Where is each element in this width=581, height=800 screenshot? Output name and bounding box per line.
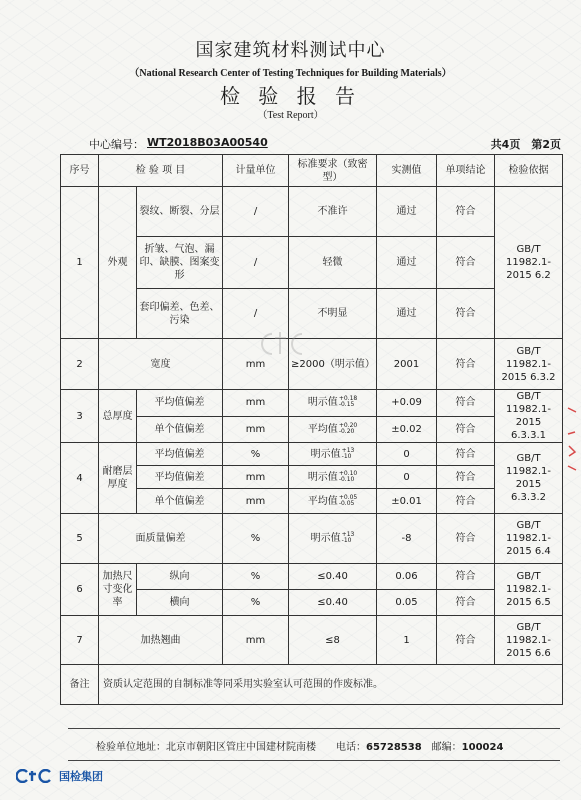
conclusion-cell: 符合 <box>437 289 495 339</box>
page-count: 共4页 第2页 <box>490 138 561 151</box>
req-base: 明示值 <box>310 448 341 460</box>
seq-cell: 1 <box>61 187 99 339</box>
tolerance-upper: +0.18 <box>338 395 358 403</box>
req-cell: ≤0.40 <box>289 590 377 616</box>
req-cell: 不明显 <box>289 289 377 339</box>
value-cell: 0.06 <box>377 564 437 590</box>
header-req: 标准要求（致密型） <box>289 155 377 187</box>
notes-text: 资质认定范围的自制标准等同采用实验室认可范围的作废标准。 <box>99 665 563 705</box>
req-base: 平均值 <box>307 495 338 507</box>
seam-stamp-icon <box>566 404 578 480</box>
watermark-icon <box>258 328 328 368</box>
tolerance <box>342 448 355 460</box>
table-row <box>61 590 563 616</box>
unit-cell: mm <box>223 339 289 390</box>
req-base: 明示值 <box>310 533 341 544</box>
item-cell: 平均值偏差 <box>137 443 223 466</box>
unit-cell: mm <box>223 489 289 514</box>
item-cell: 平均值偏差 <box>137 390 223 417</box>
req-cell: ≤0.40 <box>289 564 377 590</box>
conclusion-cell: 符合 <box>437 390 495 417</box>
req-cell: ≥2000（明示值） <box>289 339 377 390</box>
conclusion-cell: 符合 <box>437 514 495 564</box>
conclusion-cell: 符合 <box>437 466 495 489</box>
tolerance <box>339 423 357 435</box>
table-row <box>61 237 563 289</box>
value-cell: ±0.02 <box>377 416 437 443</box>
table-row <box>61 616 563 665</box>
post-label: 邮编： <box>431 742 462 753</box>
tolerance <box>339 396 357 408</box>
unit-cell: mm <box>223 390 289 417</box>
value-cell: 通过 <box>377 187 437 237</box>
tolerance-lower: -0.10 <box>338 475 355 483</box>
center-no-label: 中心编号： <box>89 138 144 151</box>
unit-cell: % <box>223 590 289 616</box>
group-cell: 加热尺寸变化率 <box>99 564 137 616</box>
value-cell: 通过 <box>377 237 437 289</box>
value-cell: -8 <box>377 514 437 564</box>
req-cell: 不准许 <box>289 187 377 237</box>
req-base: 明示值 <box>307 471 338 483</box>
center-no-value: WT2018B03A00540 <box>147 136 268 149</box>
conclusion-cell: 符合 <box>437 416 495 443</box>
conclusion-cell: 符合 <box>437 237 495 289</box>
tolerance <box>339 471 357 483</box>
tolerance-upper: +13 <box>341 531 355 538</box>
item-cell: 单个值偏差 <box>137 416 223 443</box>
phone-value: 65728538 <box>366 742 422 753</box>
seq-cell: 4 <box>61 443 99 514</box>
footer-address <box>96 738 503 753</box>
value-cell: 通过 <box>377 289 437 339</box>
ctc-logo-icon <box>16 769 56 783</box>
value-cell: 1 <box>377 616 437 665</box>
seq-cell: 7 <box>61 616 99 665</box>
value-cell: 0 <box>377 466 437 489</box>
value-cell: 2001 <box>377 339 437 390</box>
unit-cell: mm <box>223 466 289 489</box>
tolerance <box>342 532 355 544</box>
unit-cell: / <box>223 187 289 237</box>
conclusion-cell: 符合 <box>437 187 495 237</box>
req-cell <box>289 416 377 443</box>
tolerance-lower: -0.05 <box>338 499 355 507</box>
req-base: 明示值 <box>307 397 338 409</box>
org-name-en: （National Research Center of Testing Techniques for Building Materials） <box>129 68 452 79</box>
test-results-table <box>60 154 563 705</box>
item-cell: 加热翘曲 <box>99 616 223 665</box>
table-header-row <box>61 155 563 187</box>
logo-text: 国检集团 <box>59 770 103 783</box>
phone-label: 电话： <box>336 742 366 753</box>
unit-cell: % <box>223 443 289 466</box>
table-row <box>61 514 563 564</box>
group-cell: 外观 <box>99 187 137 339</box>
item-cell: 裂纹、断裂、分层 <box>137 187 223 237</box>
post-value: 100024 <box>461 742 504 753</box>
tolerance-upper: +13 <box>341 446 355 454</box>
table-row <box>61 390 563 417</box>
item-cell: 平均值偏差 <box>137 466 223 489</box>
value-cell: 0.05 <box>377 590 437 616</box>
basis-cell: GB/T 11982.1-2015 6.3.2 <box>495 339 563 390</box>
req-cell <box>289 489 377 514</box>
basis-cell: GB/T 11982.1-2015 6.6 <box>495 616 563 665</box>
footer-divider <box>68 760 560 761</box>
tolerance-lower: -0.20 <box>338 427 355 435</box>
header-item: 检 验 项 目 <box>99 155 223 187</box>
req-cell <box>289 390 377 417</box>
tolerance-lower: -10 <box>341 537 352 544</box>
table-row <box>61 187 563 237</box>
header-unit: 计量单位 <box>223 155 289 187</box>
seq-cell: 3 <box>61 390 99 443</box>
item-cell: 折皱、气泡、漏印、缺膜、图案变形 <box>137 237 223 289</box>
req-cell <box>289 466 377 489</box>
basis-cell: GB/T 11982.1-2015 6.3.3.2 <box>495 443 563 514</box>
unit-cell: % <box>223 514 289 564</box>
item-cell: 面质量偏差 <box>99 514 223 564</box>
table-row <box>61 564 563 590</box>
req-cell: 轻微 <box>289 237 377 289</box>
req-cell <box>289 514 377 564</box>
header-measured: 实测值 <box>377 155 437 187</box>
item-cell: 纵向 <box>137 564 223 590</box>
conclusion-cell: 符合 <box>437 616 495 665</box>
conclusion-cell: 符合 <box>437 443 495 466</box>
unit-cell: % <box>223 564 289 590</box>
table-row <box>61 466 563 489</box>
tolerance-lower: -10 <box>341 452 352 460</box>
address-label: 检验单位地址： <box>96 742 166 753</box>
tolerance-upper: +0.05 <box>338 493 358 501</box>
unit-cell: / <box>223 237 289 289</box>
footer-divider <box>68 728 560 729</box>
unit-cell: / <box>223 289 289 339</box>
value-cell: 0 <box>377 443 437 466</box>
report-title-en: （Test Report） <box>257 110 324 121</box>
unit-cell: mm <box>223 416 289 443</box>
conclusion-cell: 符合 <box>437 564 495 590</box>
org-name-cn: 国家建筑材料测试中心 <box>195 40 386 61</box>
item-cell: 宽度 <box>99 339 223 390</box>
unit-cell: mm <box>223 616 289 665</box>
group-cell: 耐磨层厚度 <box>99 443 137 514</box>
tolerance <box>339 495 357 507</box>
conclusion-cell: 符合 <box>437 489 495 514</box>
table-row <box>61 489 563 514</box>
conclusion-cell: 符合 <box>437 590 495 616</box>
seq-cell: 5 <box>61 514 99 564</box>
conclusion-cell: 符合 <box>437 339 495 390</box>
req-cell: ≤8 <box>289 616 377 665</box>
value-cell: +0.09 <box>377 390 437 417</box>
tolerance-upper: +0.20 <box>338 421 358 429</box>
value-cell: ±0.01 <box>377 489 437 514</box>
basis-cell: GB/T 11982.1-2015 6.5 <box>495 564 563 616</box>
req-cell <box>289 443 377 466</box>
req-base: 平均值 <box>307 423 338 435</box>
tolerance-lower: -0.15 <box>338 401 355 409</box>
item-cell: 横向 <box>137 590 223 616</box>
ctc-logo <box>16 768 103 784</box>
seq-cell: 6 <box>61 564 99 616</box>
header-conclusion: 单项结论 <box>437 155 495 187</box>
basis-cell: GB/T 11982.1-2015 6.3.3.1 <box>495 390 563 443</box>
notes-label: 备注 <box>61 665 99 705</box>
header-basis: 检验依据 <box>495 155 563 187</box>
item-cell: 单个值偏差 <box>137 489 223 514</box>
address-value: 北京市朝阳区管庄中国建材院南楼 <box>166 742 316 753</box>
report-title-cn: 检 验 报 告 <box>219 84 362 108</box>
notes-row <box>61 665 563 705</box>
item-cell: 套印偏差、色差、污染 <box>137 289 223 339</box>
tolerance-upper: +0.10 <box>338 469 358 477</box>
seq-cell: 2 <box>61 339 99 390</box>
header-seq: 序号 <box>61 155 99 187</box>
table-row <box>61 443 563 466</box>
group-cell: 总厚度 <box>99 390 137 443</box>
basis-cell: GB/T 11982.1-2015 6.4 <box>495 514 563 564</box>
table-row <box>61 416 563 443</box>
basis-cell: GB/T 11982.1-2015 6.2 <box>495 187 563 339</box>
